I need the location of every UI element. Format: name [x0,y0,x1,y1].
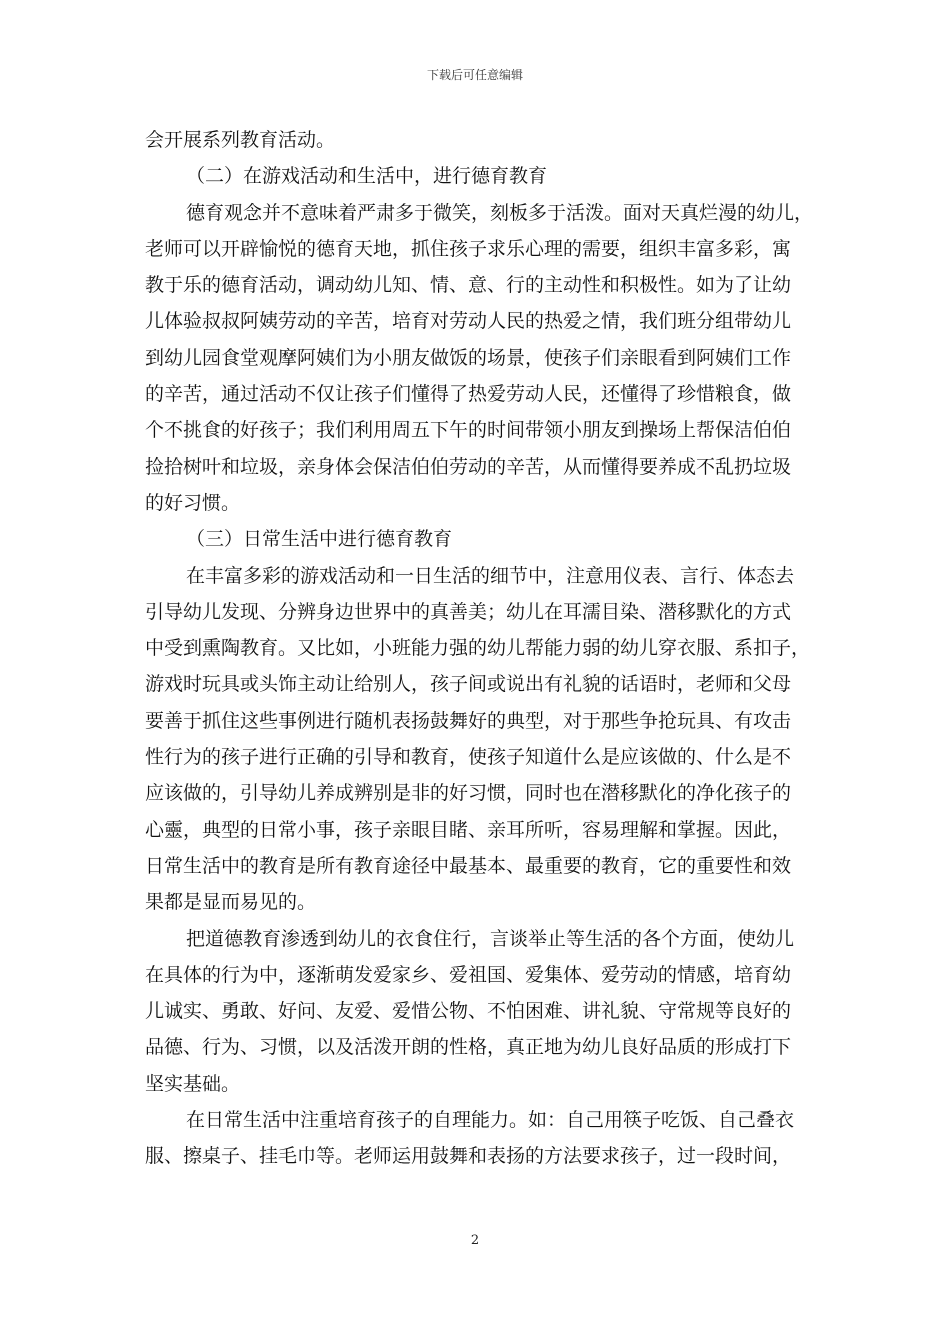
text-line: 教于乐的德育活动，调动幼儿知、情、意、行的主动性和积极性。如为了让幼 [145,274,792,297]
text-line: 德育观念并不意味着严肃多于微笑，刻板多于活泼。面对天真烂漫的幼儿， [186,201,814,224]
document-body [145,122,813,1175]
text-line: 性行为的孩子进行正确的引导和教育，使孩子知道什么是应该做的、什么是不 [145,746,792,769]
page-header: 下载后可任意编辑 [426,68,523,82]
text-line: 心靈，典型的日常小事，孩子亲眼目睹、亲耳所听，容易理解和掌握。因此， [145,818,792,841]
text-line: 中受到熏陶教育。又比如，小班能力强的幼儿帮能力弱的幼儿穿衣服、系扣子， [145,637,811,660]
text-line: 在日常生活中注重培育孩子的自理能力。如：自己用筷子吃饭、自己叠衣 [186,1109,795,1132]
text-line: 会开展系列教育活动。 [145,129,336,151]
text-line: 果都是显而易见的。 [145,891,317,914]
text-line: 老师可以开辟愉悦的德育天地，抓住孩子求乐心理的需要，组织丰富多彩，寓 [145,237,792,260]
page-number: 2 [470,1233,480,1248]
text-line: 坚实基础。 [145,1072,241,1095]
text-line: 儿诚实、勇敢、好问、友爱、爱惜公物、不怕困难、讲礼貌、守常规等良好的 [145,1000,792,1023]
text-line: 个不挑食的好孩子；我们利用周五下午的时间带领小朋友到操场上帮保洁伯伯 [145,419,792,442]
text-line: 应该做的，引导幼儿养成辨别是非的好习惯，同时也在潜移默化的净化孩子的 [145,782,792,805]
text-line: （三）日常生活中进行德育教育 [186,528,453,551]
text-line: 在丰富多彩的游戏活动和一日生活的细节中，注意用仪表、言行、体态去 [186,564,795,587]
text-line: 的好习惯。 [145,491,241,514]
text-line: 儿体验叔叔阿姨劳动的辛苦，培育对劳动人民的热爱之情，我们班分组带幼儿 [145,310,792,333]
text-line: 日常生活中的教育是所有教育途径中最基本、最重要的教育，它的重要性和效 [145,854,792,877]
text-line: 把道德教育渗透到幼儿的衣食住行，言谈举止等生活的各个方面，使幼儿 [186,927,795,950]
text-line: 服、擦桌子、挂毛巾等。老师运用鼓舞和表扬的方法要求孩子，过一段时间， [145,1145,792,1168]
text-line: 捡拾树叶和垃圾，亲身体会保洁伯伯劳动的辛苦，从而懂得要养成不乱扔垃圾 [145,455,792,478]
text-line: 游戏时玩具或头饰主动让给别人，孩子间或说出有礼貌的话语时，老师和父母 [145,673,792,696]
text-line: 在具体的行为中，逐渐萌发爱家乡、爱祖国、爱集体、爱劳动的情感，培育幼 [145,963,792,986]
text-line: 引导幼儿发现、分辨身边世界中的真善美；幼儿在耳濡目染、潜移默化的方式 [145,600,792,623]
text-line: 要善于抓住这些事例进行随机表扬鼓舞好的典型，对于那些争抢玩具、有攻击 [145,709,792,732]
text-line: 品德、行为、习惯，以及活泼开朗的性格，真正地为幼儿良好品质的形成打下 [145,1036,792,1059]
text-line: （二）在游戏活动和生活中，进行德育教育 [186,165,548,188]
text-line: 到幼儿园食堂观摩阿姨们为小朋友做饭的场景，使孩子们亲眼看到阿姨们工作 [145,346,792,369]
text-line: 的辛苦，通过活动不仅让孩子们懂得了热爱劳动人民，还懂得了珍惜粮食，做 [145,383,792,406]
